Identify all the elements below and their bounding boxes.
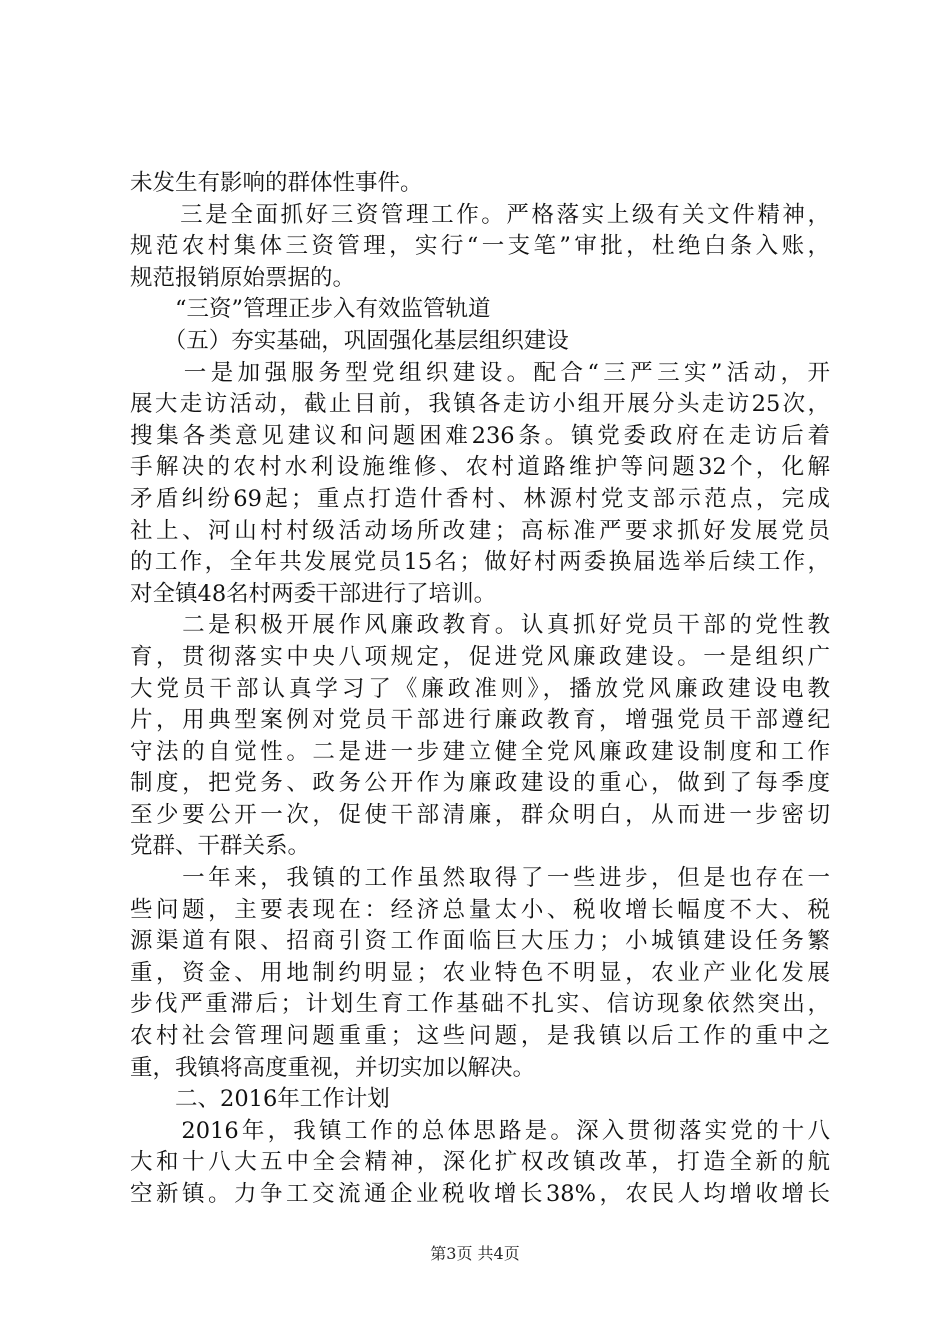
text-line: 农村社会管理问题重重；这些问题，是我镇以后工作的重中之 [130, 1023, 830, 1050]
text-line: 育，贯彻落实中央八项规定，促进党风廉政建设。一是组织广 [130, 643, 830, 670]
text-line: 三是全面抓好三资管理工作。严格落实上级有关文件精神， [130, 201, 830, 228]
text-line: 党群、干群关系。 [130, 833, 311, 860]
text-line: 大党员干部认真学习了《廉政准则》，播放党风廉政建设电教 [130, 675, 830, 702]
text-line: 矛盾纠纷69起；重点打造什香村、林源村党支部示范点，完成 [130, 485, 830, 512]
text-line: （五）夯实基础，巩固强化基层组织建设 [130, 327, 569, 354]
text-line: 大和十八大五中全会精神，深化扩权改镇改革，打造全新的航 [130, 1149, 830, 1176]
text-line: 片，用典型案例对党员干部进行廉政教育，增强党员干部遵纪 [130, 707, 830, 734]
page-footer: 第3页 共4页 [430, 1244, 520, 1263]
document-body [130, 168, 830, 1211]
text-line: 重，我镇将高度重视，并切实加以解决。 [130, 1054, 536, 1081]
text-line: 步伐严重滞后；计划生育工作基础不扎实、信访现象依然突出， [130, 991, 830, 1018]
text-line: 一是加强服务型党组织建设。配合“三严三实”活动，开 [130, 359, 830, 386]
text-line: 展大走访活动，截止目前，我镇各走访小组开展分头走访25次， [130, 391, 830, 418]
text-line: 制度，把党务、政务公开作为廉政建设的重心，做到了每季度 [130, 770, 830, 797]
text-line: 的工作，全年共发展党员15名；做好村两委换届选举后续工作， [130, 549, 830, 576]
text-line: 规范报销原始票据的。 [130, 264, 356, 291]
text-line: 对全镇48名村两委干部进行了培训。 [130, 580, 497, 607]
text-line: 未发生有影响的群体性事件。 [130, 170, 423, 196]
text-line: 社上、河山村村级活动场所改建；高标准严要求抓好发展党员 [130, 517, 830, 544]
text-line: 规范农村集体三资管理，实行“一支笔”审批，杜绝白条入账， [130, 233, 830, 260]
text-line: 至少要公开一次，促使干部清廉，群众明白，从而进一步密切 [130, 801, 830, 828]
text-line: 些问题，主要表现在：经济总量太小、税收增长幅度不大、税 [130, 896, 830, 923]
text-line: 空新镇。力争工交流通企业税收增长38%，农民人均增收增长 [130, 1181, 830, 1207]
text-line: 二、2016年工作计划 [130, 1086, 390, 1113]
text-line: 2016年，我镇工作的总体思路是。深入贯彻落实党的十八 [130, 1117, 830, 1144]
text-line: 源渠道有限、招商引资工作面临巨大压力；小城镇建设任务繁 [130, 928, 830, 955]
text-line: 一年来，我镇的工作虽然取得了一些进步，但是也存在一 [130, 865, 830, 892]
text-line: 搜集各类意见建议和问题困难236条。镇党委政府在走访后着 [130, 422, 830, 449]
text-line: 重，资金、用地制约明显；农业特色不明显，农业产业化发展 [130, 959, 830, 986]
text-line: 守法的自觉性。二是进一步建立健全党风廉政建设制度和工作 [130, 738, 830, 765]
text-line: 二是积极开展作风廉政教育。认真抓好党员干部的党性教 [130, 612, 830, 639]
text-line: “三资”管理正步入有效监管轨道 [130, 296, 491, 323]
text-line: 手解决的农村水利设施维修、农村道路维护等问题32个，化解 [130, 454, 830, 481]
